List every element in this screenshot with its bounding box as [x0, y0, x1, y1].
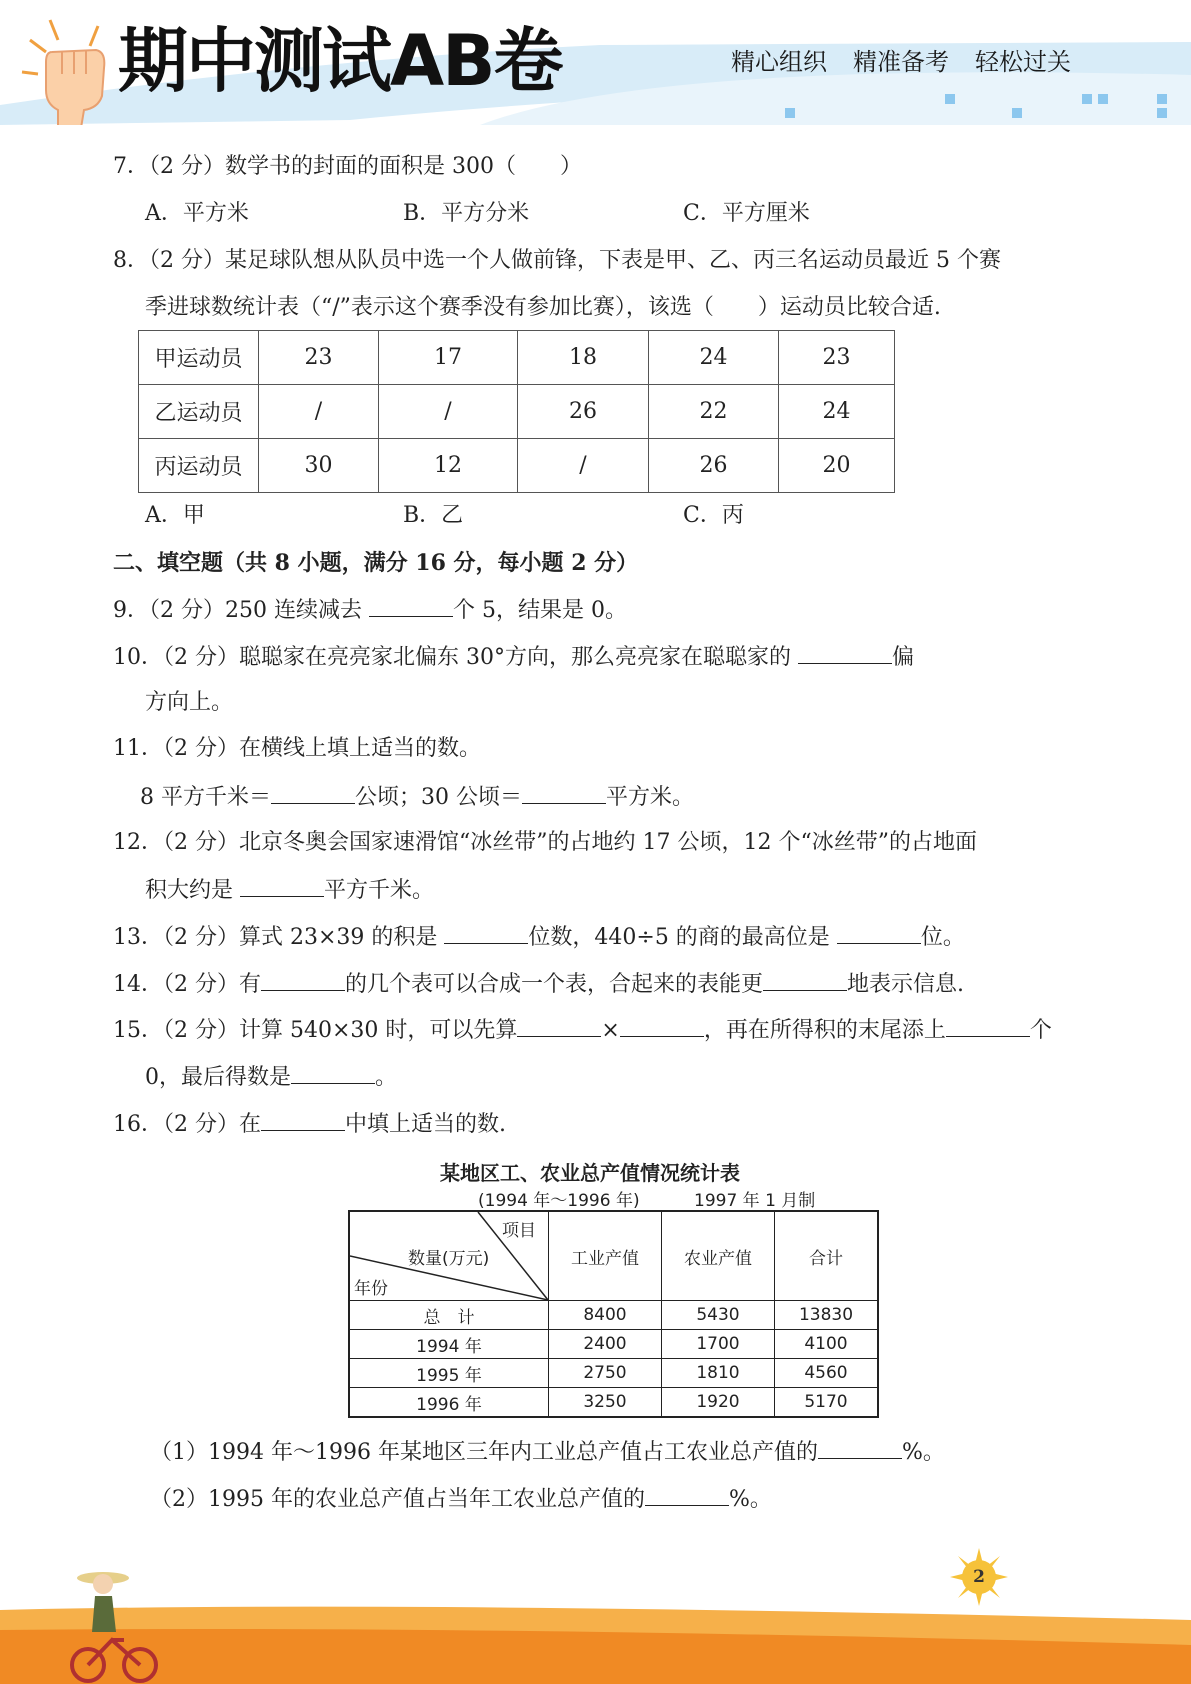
header-quantity: 数量(万元)	[408, 1249, 490, 1269]
table-cell: 20	[779, 439, 895, 493]
q10-text: 偏	[891, 645, 914, 670]
q16-text: 中填上适当的数.	[345, 1112, 506, 1137]
table-row	[349, 1301, 878, 1330]
table-cell: 1700	[662, 1330, 775, 1359]
table-cell: 26	[649, 439, 779, 493]
q7-stem: 7．（2 分）数学书的封面的面积是 300（ ）	[113, 154, 582, 179]
q12-text: 积大约是	[145, 878, 240, 903]
answer-blank[interactable]	[837, 921, 921, 944]
table-cell: 乙运动员	[139, 385, 259, 439]
q11-text: 平方米。	[606, 785, 695, 810]
q16-sub2	[150, 1483, 772, 1515]
q11-stem: 11．（2 分）在横线上填上适当的数。	[113, 736, 481, 761]
column-header: 工业产值	[549, 1211, 662, 1301]
table-cell: 3250	[549, 1388, 662, 1418]
answer-blank[interactable]	[369, 594, 453, 617]
row-label: 1994 年	[349, 1330, 549, 1359]
q8-stem-line1: 8．（2 分）某足球队想从队员中选一个人做前锋，下表是甲、乙、丙三名运动员最近 5 个赛	[113, 248, 1001, 273]
answer-blank[interactable]	[291, 1061, 375, 1084]
q15-line2	[145, 1061, 397, 1093]
table-cell: 2750	[549, 1359, 662, 1388]
q10	[113, 641, 914, 673]
table-row	[139, 385, 895, 439]
q7-option-b: B．平方分米	[403, 201, 530, 226]
answer-blank[interactable]	[763, 968, 847, 991]
row-label: 1995 年	[349, 1359, 549, 1388]
table-header-row	[349, 1211, 878, 1301]
header-band	[0, 0, 1191, 125]
q8-option-a: A．甲	[145, 503, 205, 528]
q12-line1: 12．（2 分）北京冬奥会国家速滑馆“冰丝带”的占地约 17 公顷，12 个“冰丝带”的占地面	[113, 830, 977, 855]
q16-sub1	[150, 1436, 945, 1468]
table-cell: 1920	[662, 1388, 775, 1418]
q9-text: 9．（2 分）250 连续减去	[113, 598, 369, 623]
q8-option-b: B．乙	[403, 503, 464, 528]
q14-text: 的几个表可以合成一个表，合起来的表能更	[345, 972, 764, 997]
q16-text: （1）1994 年～1996 年某地区三年内工业总产值占工农业总产值的	[150, 1440, 818, 1465]
stats-table-title: 某地区工、农业总产值情况统计表	[440, 1161, 740, 1185]
q16-text: （2）1995 年的农业总产值占当年工农业总产值的	[150, 1487, 645, 1512]
table-cell: 23	[779, 331, 895, 385]
table-cell: 8400	[549, 1301, 662, 1330]
table-cell: 17	[379, 331, 518, 385]
slogan: 轻松过关	[975, 48, 1071, 76]
table-cell: 12	[379, 439, 518, 493]
q15-text: 个	[1029, 1018, 1052, 1043]
q10-text: 10．（2 分）聪聪家在亮亮家北偏东 30°方向，那么亮亮家在聪聪家的	[113, 645, 798, 670]
table-cell: 5170	[775, 1388, 879, 1418]
row-label: 1996 年	[349, 1388, 549, 1418]
section-heading: 二、填空题（共 8 小题，满分 16 分，每小题 2 分）	[113, 550, 639, 576]
column-header: 合计	[775, 1211, 879, 1301]
table-row	[139, 331, 895, 385]
q13	[113, 921, 965, 953]
q8-option-c: C．丙	[683, 503, 744, 528]
q9	[113, 594, 627, 626]
q8-goals-table	[138, 330, 895, 493]
table-cell: 30	[259, 439, 379, 493]
answer-blank[interactable]	[818, 1436, 902, 1459]
table-row	[139, 439, 895, 493]
table-cell: /	[379, 385, 518, 439]
q16-text: %。	[728, 1487, 772, 1512]
q16-text: %。	[901, 1440, 945, 1465]
answer-blank[interactable]	[517, 1014, 601, 1037]
table-cell: 24	[649, 331, 779, 385]
q16-text: 16．（2 分）在	[113, 1112, 261, 1137]
q14-text: 14．（2 分）有	[113, 972, 261, 997]
answer-blank[interactable]	[444, 921, 528, 944]
q13-text: 位数，440÷5 的商的最高位是	[528, 925, 837, 950]
q7-option-a: A．平方米	[145, 201, 249, 226]
table-cell: /	[259, 385, 379, 439]
q7-option-c: C．平方厘米	[683, 201, 810, 226]
output-stats-table	[348, 1210, 879, 1418]
table-cell: 13830	[775, 1301, 879, 1330]
column-header: 农业产值	[662, 1211, 775, 1301]
table-cell: 甲运动员	[139, 331, 259, 385]
answer-blank[interactable]	[645, 1483, 729, 1506]
diagonal-header-cell	[349, 1211, 549, 1301]
table-cell: 4100	[775, 1330, 879, 1359]
answer-blank[interactable]	[261, 1108, 345, 1131]
table-cell: 丙运动员	[139, 439, 259, 493]
q14	[113, 968, 964, 1000]
table-cell: 1810	[662, 1359, 775, 1388]
q13-text: 位。	[920, 925, 965, 950]
q12-line2	[145, 874, 434, 906]
answer-blank[interactable]	[271, 781, 355, 804]
q15-text: 0，最后得数是	[145, 1065, 291, 1090]
q11-fill	[140, 781, 694, 813]
q15-text: 15．（2 分）计算 540×30 时，可以先算	[113, 1018, 518, 1043]
header-year: 年份	[354, 1279, 388, 1299]
row-label: 总 计	[349, 1301, 549, 1330]
fist-icon	[18, 12, 118, 125]
slogan: 精准备考	[853, 48, 949, 76]
answer-blank[interactable]	[261, 968, 345, 991]
table-cell: 23	[259, 331, 379, 385]
q11-text: 8 平方千米＝	[140, 785, 271, 810]
q11-text: 公顷；30 公顷＝	[355, 785, 522, 810]
page-title: 期中测试AB卷	[118, 20, 562, 102]
q14-text: 地表示信息.	[847, 972, 965, 997]
q10-line2: 方向上。	[145, 690, 234, 715]
q15-text: 。	[375, 1065, 398, 1090]
table-cell: 24	[779, 385, 895, 439]
q12-text: 平方千米。	[324, 878, 435, 903]
answer-blank[interactable]	[946, 1014, 1030, 1037]
header-slogans	[731, 42, 1071, 77]
answer-blank[interactable]	[798, 641, 892, 664]
table-cell: 18	[518, 331, 649, 385]
q15-text: ×	[601, 1018, 620, 1043]
slogan: 精心组织	[731, 48, 827, 76]
q16	[113, 1108, 506, 1140]
footer-decoration	[0, 1560, 1191, 1684]
table-row	[349, 1388, 878, 1418]
q8-stem-line2: 季进球数统计表（“/”表示这个赛季没有参加比赛），该选（ ）运动员比较合适.	[145, 295, 941, 320]
stats-table-date: 1997 年 1 月制	[694, 1191, 816, 1211]
header-item: 项目	[502, 1221, 536, 1241]
answer-blank[interactable]	[522, 781, 606, 804]
q13-text: 13．（2 分）算式 23×39 的积是	[113, 925, 445, 950]
table-row	[349, 1359, 878, 1388]
stats-table-subtitle: (1994 年～1996 年)	[478, 1191, 640, 1211]
table-cell: 2400	[549, 1330, 662, 1359]
table-cell: 4560	[775, 1359, 879, 1388]
q15	[113, 1014, 1052, 1046]
table-cell: /	[518, 439, 649, 493]
page-number: 2	[962, 1560, 996, 1594]
answer-blank[interactable]	[240, 874, 324, 897]
table-cell: 26	[518, 385, 649, 439]
table-cell: 22	[649, 385, 779, 439]
q9-text: 个 5，结果是 0。	[452, 598, 627, 623]
answer-blank[interactable]	[620, 1014, 704, 1037]
table-row	[349, 1330, 878, 1359]
table-cell: 5430	[662, 1301, 775, 1330]
q15-text: ，再在所得积的末尾添上	[703, 1018, 946, 1043]
